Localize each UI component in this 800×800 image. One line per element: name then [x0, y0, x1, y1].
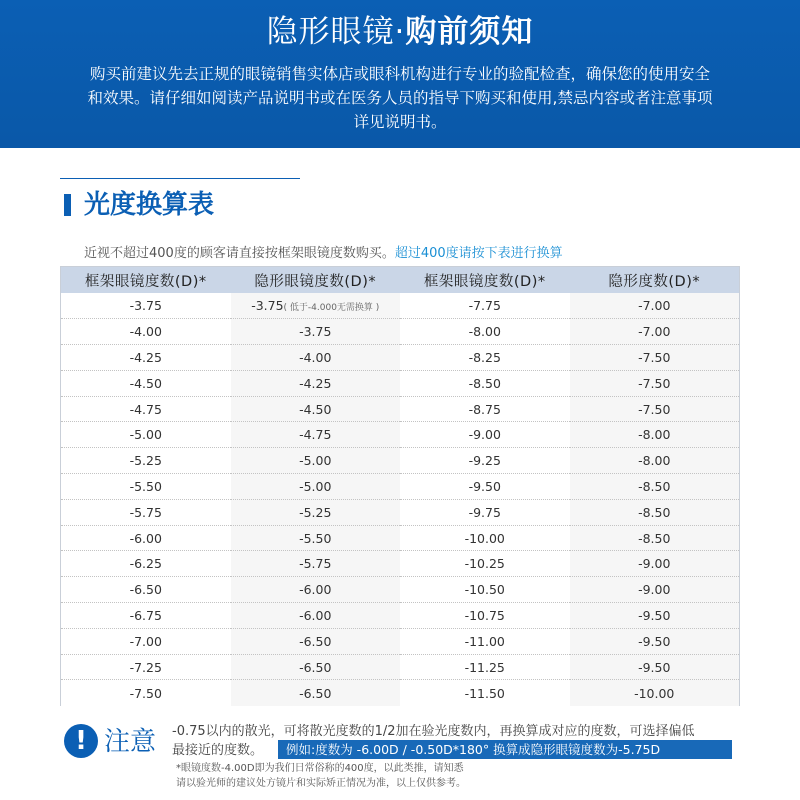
table-cell: [231, 628, 401, 654]
table-row: [61, 628, 739, 654]
table-cell: [61, 422, 231, 448]
table-cell: [400, 603, 570, 629]
cell-value: -6.25: [129, 556, 162, 572]
table-cell: [61, 628, 231, 654]
table-cell: [400, 499, 570, 525]
cell-value: -5.00: [129, 427, 162, 443]
banner-title: [0, 10, 800, 54]
table-cell: [570, 603, 740, 629]
table-cell: [231, 448, 401, 474]
cell-value: -6.00: [299, 582, 332, 598]
table-cell: [61, 499, 231, 525]
table-row: [61, 370, 739, 396]
banner-title-part1: 隐形眼镜·: [266, 14, 406, 50]
table-row: [61, 474, 739, 500]
exclamation-icon: !: [64, 724, 98, 758]
example-box: 例如:度数为 -6.00D / -0.50D*180° 换算成隐形眼镜度数为-5.75D: [278, 740, 732, 759]
cell-value: -10.50: [464, 582, 505, 598]
banner-title-part2: 购前须知: [405, 14, 534, 50]
cell-value: -8.25: [468, 349, 501, 365]
cell-value: -10.00: [634, 685, 675, 701]
cell-value: -5.75: [129, 504, 162, 520]
table-row: [61, 345, 739, 371]
table-row: [61, 448, 739, 474]
cell-value: -7.75: [468, 298, 501, 314]
table-cell: [400, 680, 570, 706]
table-cell: [61, 654, 231, 680]
cell-value: -6.50: [129, 582, 162, 598]
table-cell: [570, 448, 740, 474]
cell-value: -9.00: [468, 427, 501, 443]
cell-value: -11.50: [464, 685, 505, 701]
table-cell: [61, 448, 231, 474]
cell-value: -7.50: [638, 349, 671, 365]
table-row: [61, 293, 739, 319]
cell-value: -7.25: [129, 659, 162, 675]
table-row: [61, 603, 739, 629]
cell-value: -9.50: [468, 478, 501, 494]
table-row: [61, 499, 739, 525]
cell-value: -3.75: [299, 324, 332, 340]
cell-value: -9.00: [638, 582, 671, 598]
table-cell: [400, 628, 570, 654]
table-cell: [570, 293, 740, 319]
table-cell: [570, 422, 740, 448]
cell-value: -4.00: [129, 324, 162, 340]
table-header-row: [61, 267, 739, 293]
header-frame-power-2: 框架眼镜度数(D)*: [400, 267, 570, 293]
table-cell: [231, 474, 401, 500]
table-row: [61, 577, 739, 603]
header-contact-power-1: 隐形眼镜度数(D)*: [231, 267, 401, 293]
table-cell: [61, 603, 231, 629]
footnote-line-2: 请以验光师的建议处方镜片和实际矫正情况为准，以上仅供参考。: [176, 778, 466, 789]
cell-value: -7.50: [638, 375, 671, 391]
cell-value: -4.00: [299, 349, 332, 365]
table-cell: [61, 293, 231, 319]
cell-value: -10.00: [464, 530, 505, 546]
cell-value: -9.25: [468, 453, 501, 469]
cell-value: -11.25: [464, 659, 505, 675]
table-cell: [570, 474, 740, 500]
banner-line-1: 购买前建议先去正规的眼镜销售实体店或眼科机构进行专业的验配检查，确保您的使用安全: [89, 65, 710, 83]
table-cell: [400, 422, 570, 448]
table-cell: [400, 654, 570, 680]
cell-value: -10.25: [464, 556, 505, 572]
table-cell: [570, 396, 740, 422]
table-row: [61, 525, 739, 551]
cell-value: -5.25: [299, 504, 332, 520]
cell-value: -5.00: [299, 478, 332, 494]
conversion-table-grid: [61, 267, 739, 706]
header-frame-power-1: 框架眼镜度数(D)*: [61, 267, 231, 293]
section-accent-bar: [64, 194, 71, 216]
footnote: [176, 761, 736, 791]
table-cell: [570, 577, 740, 603]
table-body: [61, 293, 739, 706]
cell-value: -7.50: [129, 685, 162, 701]
cell-value: -9.50: [638, 659, 671, 675]
cell-value: -5.00: [299, 453, 332, 469]
table-cell: [400, 370, 570, 396]
table-cell: [570, 680, 740, 706]
cell-value: -6.50: [299, 633, 332, 649]
table-cell: [400, 396, 570, 422]
table-cell: [231, 525, 401, 551]
cell-value: -4.75: [299, 427, 332, 443]
table-cell: [400, 474, 570, 500]
cell-value: -5.25: [129, 453, 162, 469]
cell-value: -6.00: [299, 607, 332, 623]
section-header: [60, 178, 300, 228]
cell-value: -9.00: [638, 556, 671, 572]
table-cell: [231, 345, 401, 371]
cell-value: -9.50: [638, 633, 671, 649]
header-banner: [0, 0, 800, 148]
table-cell: [231, 396, 401, 422]
cell-value: -4.50: [129, 375, 162, 391]
cell-value: -8.50: [468, 375, 501, 391]
intro-main: 近视不超过400度的顾客请直接按框架眼镜度数购买。: [84, 246, 395, 261]
table-cell: [231, 551, 401, 577]
cell-value: -8.75: [468, 401, 501, 417]
cell-value: -8.50: [638, 478, 671, 494]
table-cell: [231, 654, 401, 680]
banner-description: [40, 62, 760, 134]
table-cell: [61, 525, 231, 551]
table-cell: [400, 577, 570, 603]
section-title: 光度换算表: [84, 190, 215, 220]
table-cell: [61, 345, 231, 371]
cell-value: -3.75: [129, 298, 162, 314]
notice-line-1: -0.75以内的散光，可将散光度数的1/2加在验光度数内，再换算成对应的度数，可选择偏低: [172, 724, 695, 739]
table-cell: [570, 370, 740, 396]
cell-value: -4.25: [299, 375, 332, 391]
cell-value: -4.75: [129, 401, 162, 417]
table-cell: [570, 499, 740, 525]
table-cell: [231, 499, 401, 525]
notice-label: 注意: [104, 727, 157, 757]
table-cell: [570, 345, 740, 371]
cell-value: -9.50: [638, 607, 671, 623]
cell-value: -6.50: [299, 685, 332, 701]
table-cell: [570, 319, 740, 345]
cell-value: -7.00: [129, 633, 162, 649]
table-cell: [400, 448, 570, 474]
table-cell: [231, 293, 401, 319]
table-cell: [61, 577, 231, 603]
table-row: [61, 396, 739, 422]
table-cell: [570, 525, 740, 551]
cell-value: -4.50: [299, 401, 332, 417]
table-cell: [400, 525, 570, 551]
table-cell: [231, 319, 401, 345]
table-cell: [231, 680, 401, 706]
table-cell: [61, 551, 231, 577]
cell-value: -8.50: [638, 530, 671, 546]
cell-value: -8.50: [638, 504, 671, 520]
cell-value: -7.00: [638, 324, 671, 340]
table-cell: [400, 319, 570, 345]
cell-note: ( 低于-4.000无需换算 ): [283, 303, 380, 314]
table-cell: [400, 345, 570, 371]
conversion-table: [60, 266, 740, 706]
table-cell: [231, 370, 401, 396]
table-row: [61, 422, 739, 448]
cell-value: -4.25: [129, 349, 162, 365]
table-row: [61, 680, 739, 706]
table-cell: [570, 551, 740, 577]
banner-line-3: 详见说明书。: [353, 113, 447, 131]
cell-value: -8.00: [638, 453, 671, 469]
table-cell: [231, 422, 401, 448]
cell-value: -6.75: [129, 607, 162, 623]
banner-line-2: 和效果。请仔细如阅读产品说明书或在医务人员的指导下购买和使用,禁忌内容或者注意事项: [87, 89, 713, 107]
table-cell: [570, 628, 740, 654]
table-cell: [400, 551, 570, 577]
intro-highlight: 超过400度请按下表进行换算: [394, 246, 563, 261]
cell-value: -8.00: [468, 324, 501, 340]
table-cell: [61, 474, 231, 500]
cell-value: -9.75: [468, 504, 501, 520]
table-cell: [231, 577, 401, 603]
cell-value: -8.00: [638, 427, 671, 443]
cell-value: -10.75: [464, 607, 505, 623]
footnote-line-1: *眼镜度数-4.00D即为我们日常俗称的400度，以此类推，请知悉: [176, 763, 464, 774]
cell-value: -5.50: [299, 530, 332, 546]
header-contact-power-2: 隐形度数(D)*: [570, 267, 740, 293]
cell-value: -6.50: [299, 659, 332, 675]
intro-text: [84, 242, 563, 261]
table-cell: [61, 370, 231, 396]
table-cell: [570, 654, 740, 680]
cell-value: -5.50: [129, 478, 162, 494]
cell-value: -3.75: [251, 298, 284, 314]
notice-line-2: 最接近的度数。: [172, 743, 264, 758]
table-cell: [400, 293, 570, 319]
table-cell: [231, 603, 401, 629]
table-row: [61, 319, 739, 345]
table-cell: [61, 680, 231, 706]
table-row: [61, 551, 739, 577]
cell-value: -7.00: [638, 298, 671, 314]
table-cell: [61, 319, 231, 345]
table-row: [61, 654, 739, 680]
cell-value: -6.00: [129, 530, 162, 546]
cell-value: -7.50: [638, 401, 671, 417]
cell-value: -5.75: [299, 556, 332, 572]
table-cell: [61, 396, 231, 422]
cell-value: -11.00: [464, 633, 505, 649]
